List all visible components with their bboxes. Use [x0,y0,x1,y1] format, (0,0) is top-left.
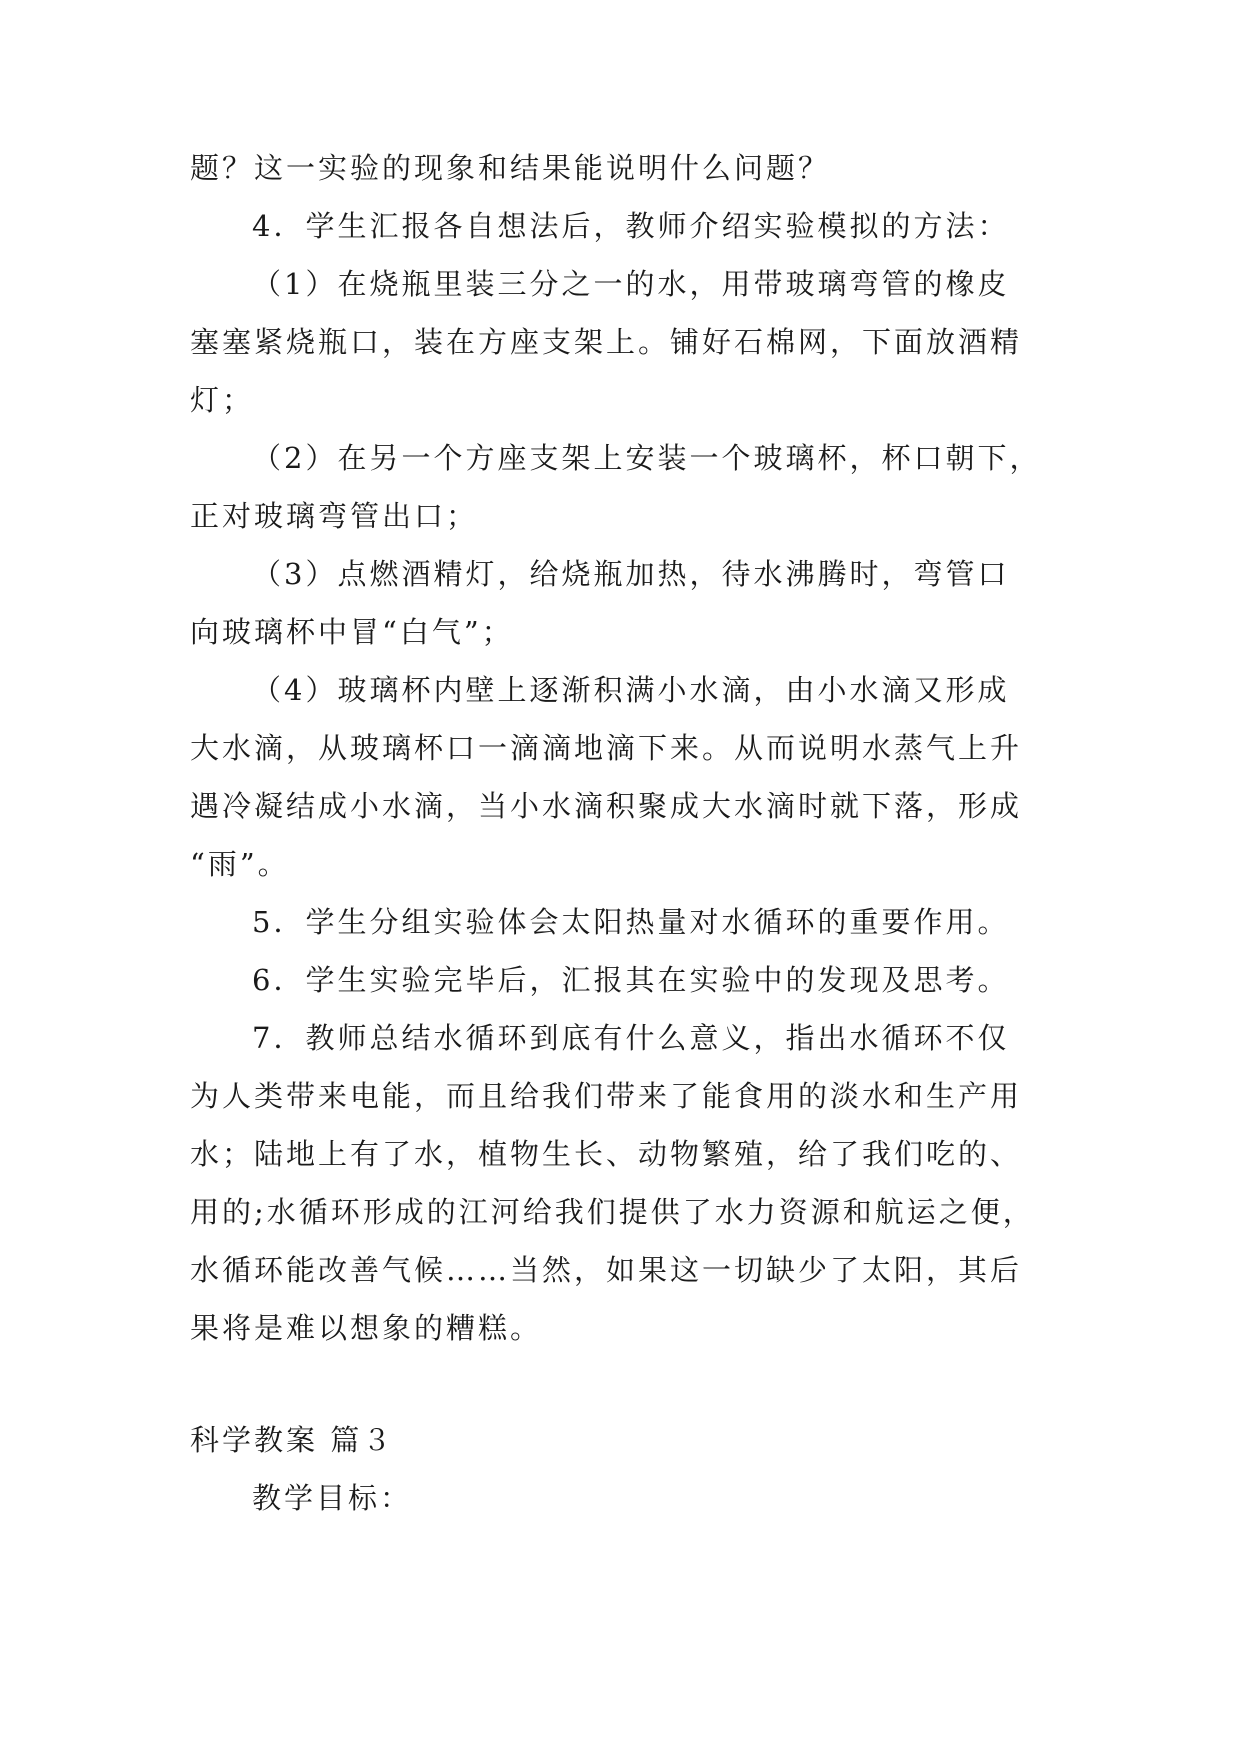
text-line-7: 正对玻璃弯管出口； [190,499,479,533]
text-line-17: 为人类带来电能，而且给我们带来了能食用的淡水和生产用 [190,1079,1023,1113]
text-line-10: （4）玻璃杯内壁上逐渐积满小水滴，由小水滴又形成 [252,673,1010,707]
text-line-15: 6．学生实验完毕后，汇报其在实验中的发现及思考。 [252,963,1010,997]
section-heading: 科学教案 篇３ [190,1423,395,1457]
text-line-3: （1）在烧瓶里装三分之一的水，用带玻璃弯管的橡皮 [252,267,1010,301]
text-line-8: （3）点燃酒精灯，给烧瓶加热，待水沸腾时，弯管口 [252,557,1010,591]
text-line-2: 4．学生汇报各自想法后，教师介绍实验模拟的方法： [252,209,1010,243]
text-line-1: 题？这一实验的现象和结果能说明什么问题？ [190,151,831,185]
text-line-13: “雨”。 [190,847,290,881]
text-line-5: 灯； [190,383,255,417]
text-line-9: 向玻璃杯中冒“白气”； [190,615,514,649]
text-line-19: 用的;水循环形成的江河给我们提供了水力资源和航运之便， [190,1195,1035,1229]
text-line-21: 果将是难以想象的糟糕。 [190,1311,543,1345]
text-line-16: 7．教师总结水循环到底有什么意义，指出水循环不仅 [252,1021,1010,1055]
text-line-18: 水；陆地上有了水，植物生长、动物繁殖，给了我们吃的、 [190,1137,1023,1171]
text-line-4: 塞塞紧烧瓶口，装在方座支架上。铺好石棉网，下面放酒精 [190,325,1023,359]
text-line-20: 水循环能改善气候……当然，如果这一切缺少了太阳，其后 [190,1253,1023,1287]
subheading-teaching-goals: 教学目标： [252,1481,413,1515]
text-line-14: 5．学生分组实验体会太阳热量对水循环的重要作用。 [252,905,1010,939]
text-line-11: 大水滴，从玻璃杯口一滴滴地滴下来。从而说明水蒸气上升 [190,731,1023,765]
text-line-6: （2）在另一个方座支架上安装一个玻璃杯，杯口朝下， [252,441,1042,475]
text-line-12: 遇冷凝结成小水滴，当小水滴积聚成大水滴时就下落，形成 [190,789,1023,823]
